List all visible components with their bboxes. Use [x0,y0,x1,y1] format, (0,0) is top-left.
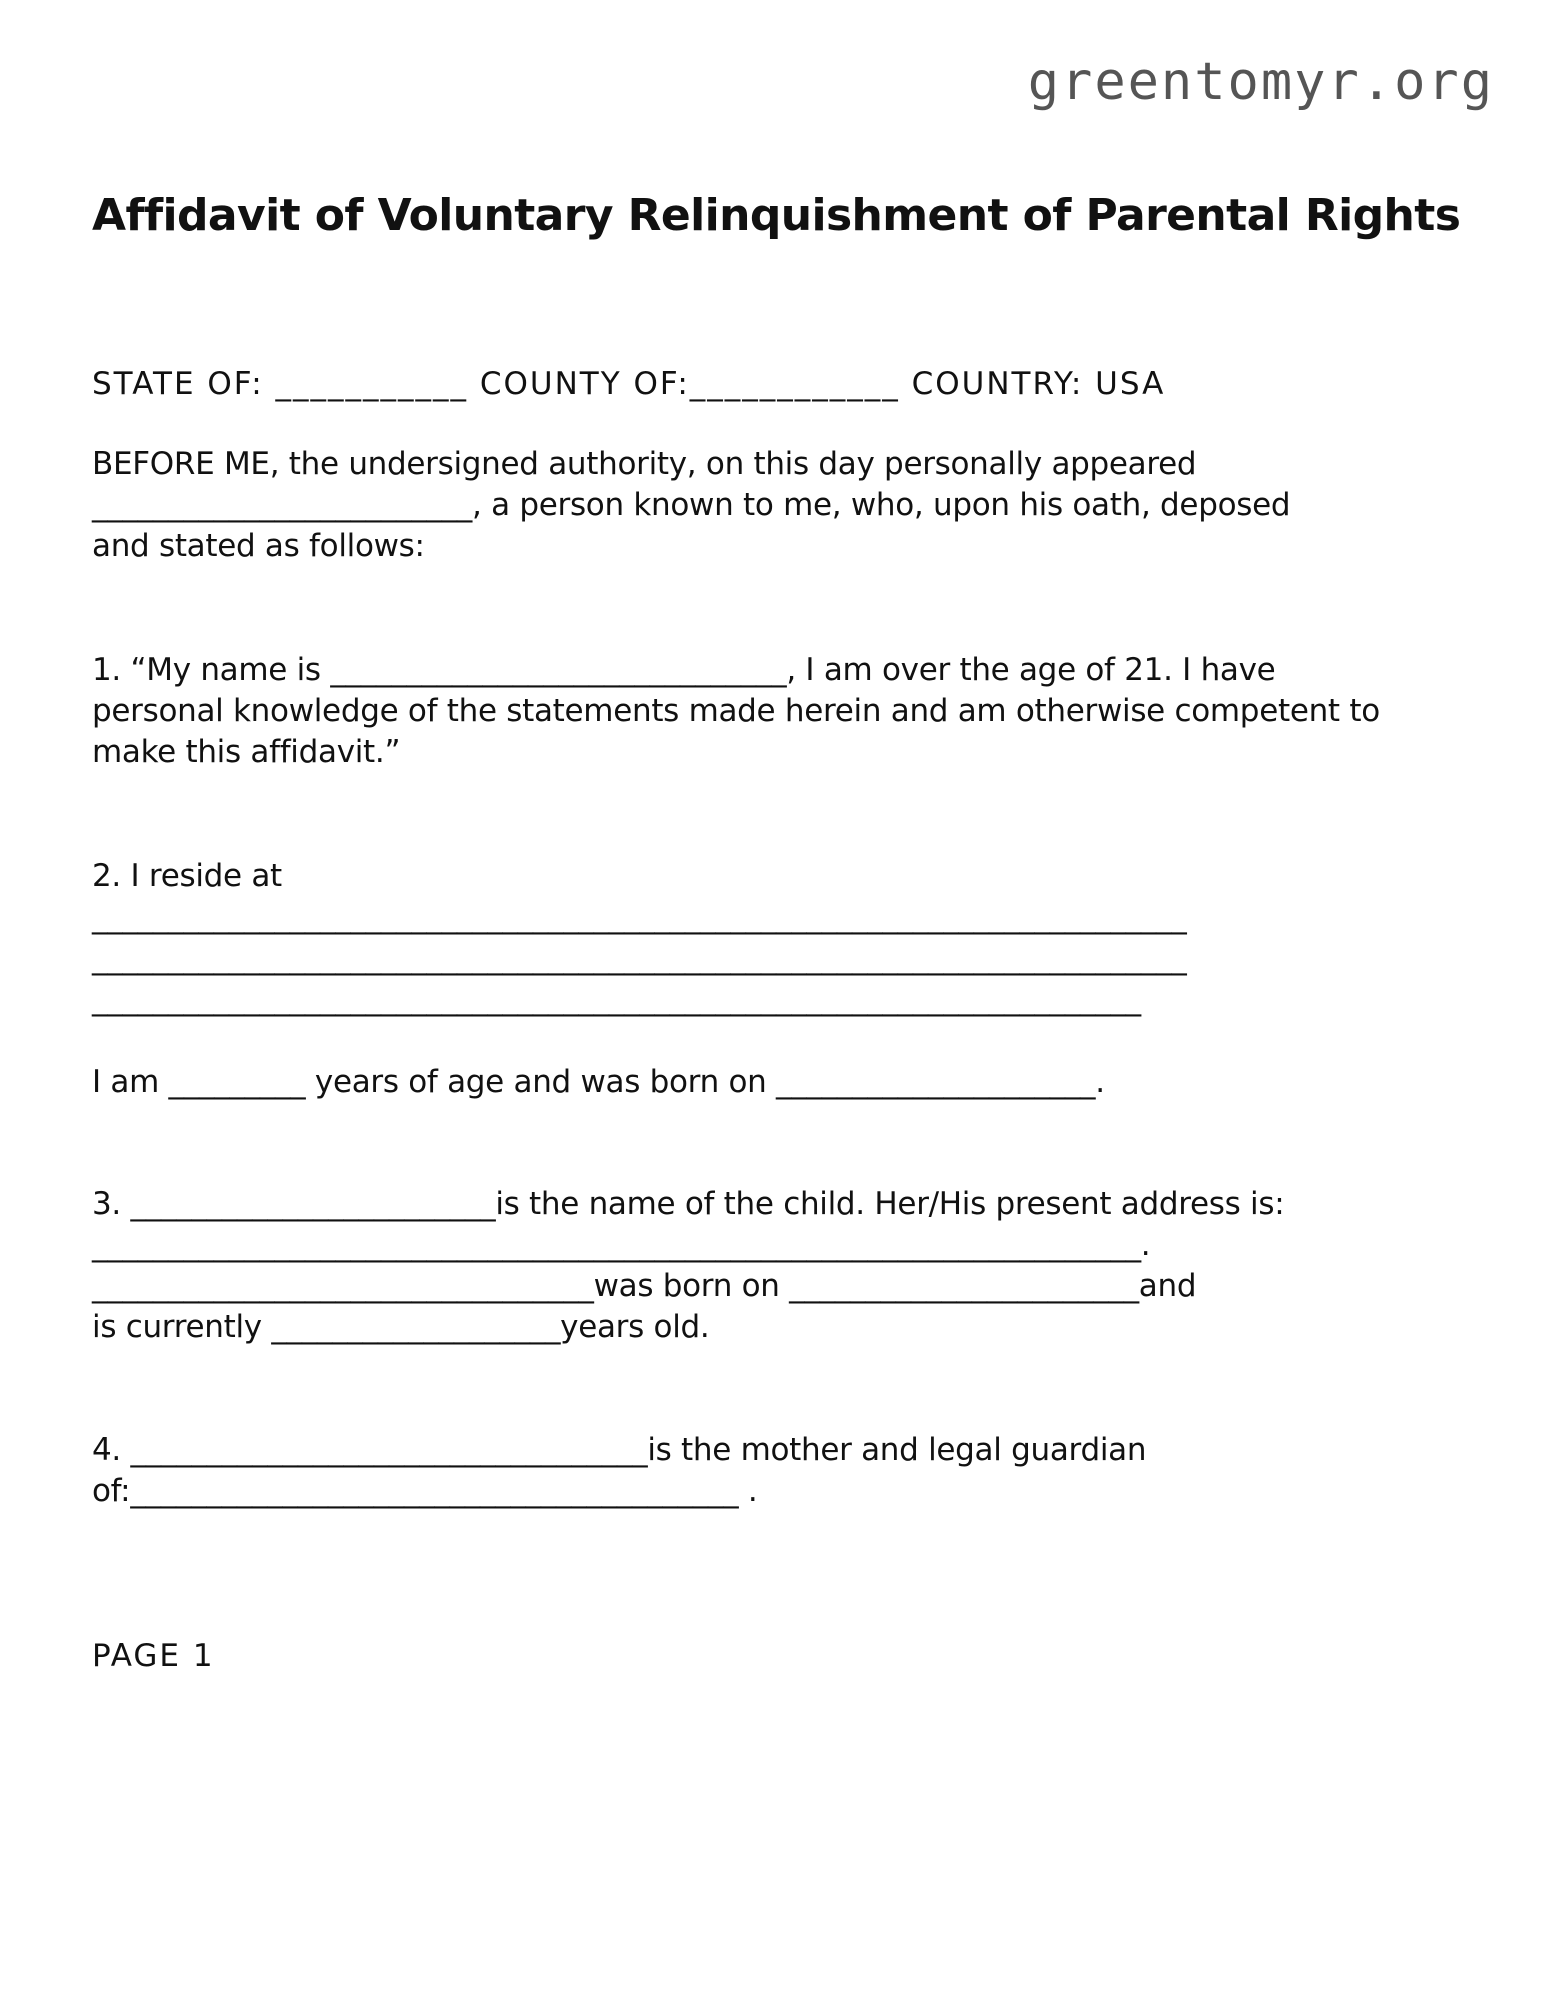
section-4-paragraph [92,1430,1146,1512]
section-2-line-3: ________________________________________________________________________ [92,940,1187,976]
section-3-line-4: is currently ___________________years old. [92,1309,710,1345]
section-4-line-1: 4. __________________________________is the mother and legal guardian [92,1432,1147,1468]
section-2-line-2: ________________________________________________________________________ [92,899,1187,935]
location-line: STATE OF: ___________ COUNTY OF:____________ COUNTRY: USA [92,366,1166,402]
age-line: I am _________ years of age and was born on _____________________. [92,1064,1105,1100]
section-2-line-1: 2. I reside at [92,858,282,894]
section-1-line-3: make this affidavit.” [92,734,401,770]
section-2-paragraph [92,856,1186,1020]
section-1-line-1: 1. “My name is ______________________________, I am over the age of 21. I have [92,652,1276,688]
section-2-line-4: _____________________________________________________________________ [92,981,1141,1017]
before-me-line-1: BEFORE ME, the undersigned authority, on this day personally appeared [92,446,1197,482]
section-1-line-2: personal knowledge of the statements made herein and am otherwise competent to [92,693,1380,729]
before-me-line-2: _________________________, a person known to me, who, upon his oath, deposed [92,487,1291,523]
section-1-paragraph [92,650,1380,773]
page-number: PAGE 1 [92,1638,215,1674]
section-3-line-3: _________________________________was born on _______________________and [92,1268,1197,1304]
section-3-paragraph [92,1184,1284,1348]
before-me-paragraph [92,444,1290,567]
site-watermark: greentomyr.org [1027,52,1494,112]
section-3-line-1: 3. ________________________is the name of the child. Her/His present address is: [92,1186,1285,1222]
document-title: Affidavit of Voluntary Relinquishment of Parental Rights [92,190,1461,241]
before-me-line-3: and stated as follows: [92,528,425,564]
section-4-line-2: of:________________________________________ . [92,1473,758,1509]
section-3-line-2: _____________________________________________________________________. [92,1227,1151,1263]
